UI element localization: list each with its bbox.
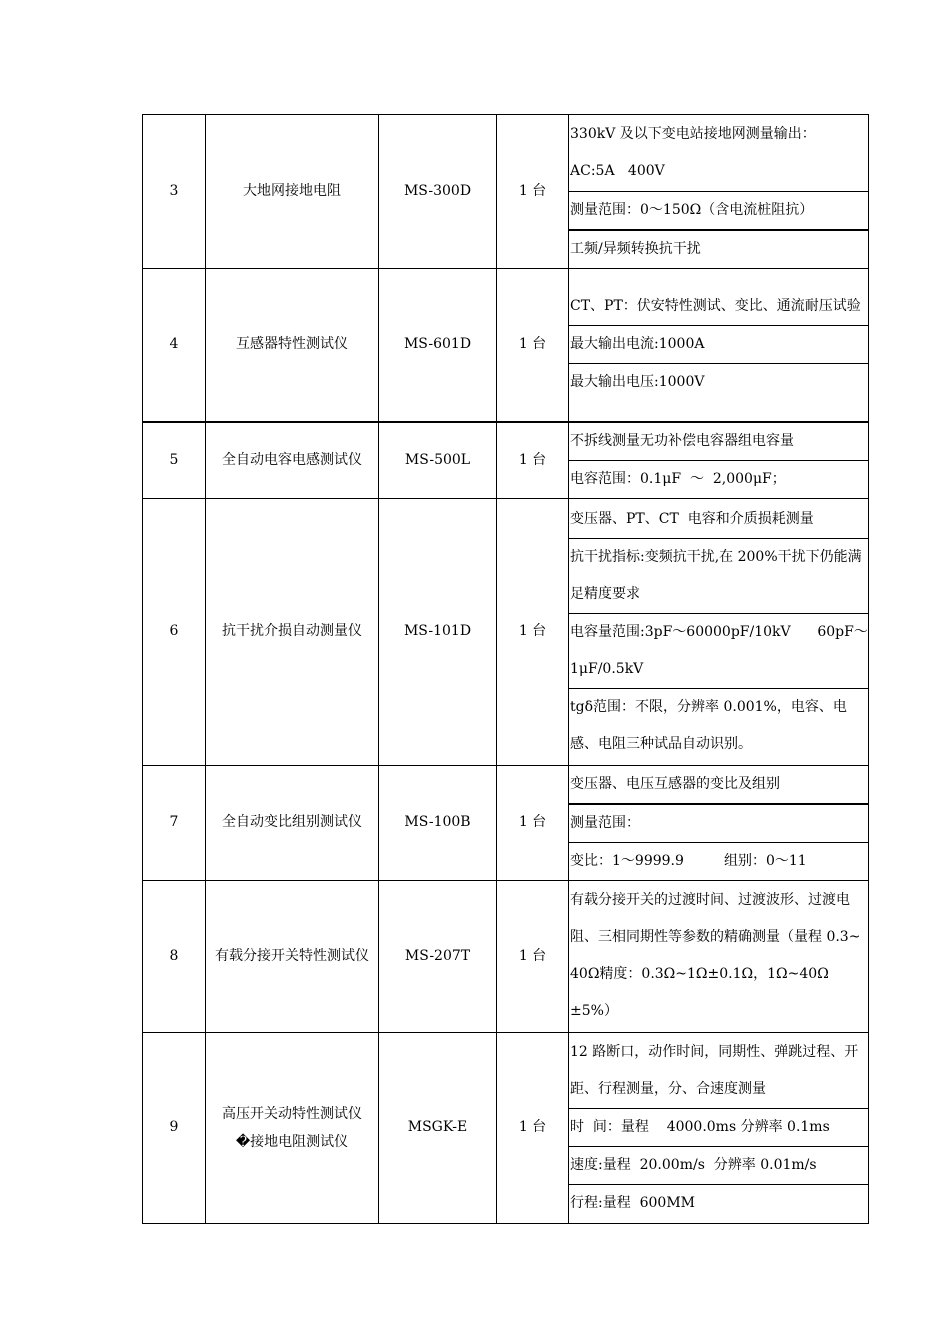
table-row (143, 498, 869, 765)
spec-cell (569, 498, 869, 765)
row-number: 6 (143, 498, 206, 765)
spec-line: 变压器、PT、CT 电容和介质损耗测量 (569, 501, 868, 539)
spec-line: 行程:量程 600MM (570, 1194, 696, 1211)
spec-cell (569, 115, 869, 269)
spec-cell (569, 765, 869, 880)
row-number: 8 (143, 880, 206, 1032)
equipment-name: 抗干扰介损自动测量仪 (206, 498, 379, 765)
model-number: MSGK-E (379, 1032, 497, 1223)
spec-line: 12 路断口，动作时间，同期性、弹跳过程、开距、行程测量，分、合速度测量 (569, 1034, 868, 1109)
row-number: 3 (143, 115, 206, 269)
spec-line: CT、PT：伏安特性测试、变比、通流耐压试验 (569, 288, 868, 326)
spec-line: 时 间：量程 4000.0ms 分辨率 0.1ms (569, 1109, 868, 1147)
spec-line: 工频/异频转换抗干扰 (570, 240, 701, 257)
model-number: MS-207T (379, 880, 497, 1032)
table-row (143, 880, 869, 1032)
spec-cell (569, 422, 869, 499)
quantity: 1 台 (497, 765, 569, 880)
spec-cell (569, 880, 869, 1032)
equipment-name: 全自动变比组别测试仪 (206, 765, 379, 880)
row-number: 9 (143, 1032, 206, 1223)
equipment-name: 互感器特性测试仪 (206, 269, 379, 422)
spec-line: 电容范围：0.1μF ～ 2,000μF； (570, 470, 786, 487)
model-number: MS-601D (379, 269, 497, 422)
quantity: 1 台 (497, 880, 569, 1032)
spec-line: 电容量范围:3pF～60000pF/10kV 60pF～1μF/0.5kV (569, 614, 868, 689)
quantity: 1 台 (497, 115, 569, 269)
model-number: MS-300D (379, 115, 497, 269)
spec-line: 最大输出电压:1000V (570, 374, 705, 391)
equipment-spec-table (142, 114, 869, 1224)
equipment-name: 高压开关动特性测试仪 �接地电阻测试仪 (206, 1032, 379, 1223)
spec-line: 最大输出电流:1000A (569, 326, 868, 364)
equipment-name: 有载分接开关特性测试仪 (206, 880, 379, 1032)
spec-line: tgδ范围：不限，分辨率 0.001%，电容、电感、电阻三种试品自动识别。 (570, 698, 847, 752)
spec-line: 有载分接开关的过渡时间、过渡波形、过渡电阻、三相同期性等参数的精确测量（量程 0.3~40Ω精度：0.3Ω~1Ω±0.1Ω，1Ω~40Ω±5%） (570, 892, 861, 1019)
spec-line: 330kV 及以下变电站接地网测量输出： (570, 125, 816, 142)
equipment-name: 大地网接地电阻 (206, 115, 379, 269)
quantity: 1 台 (497, 269, 569, 422)
table-row (143, 422, 869, 499)
spec-line: 测量范围： (569, 805, 868, 843)
spec-line: 测量范围：0～150Ω（含电流桩阻抗） (569, 191, 868, 231)
model-number: MS-100B (379, 765, 497, 880)
spec-line: 抗干扰指标:变频抗干扰,在 200%干扰下仍能满足精度要求 (569, 539, 868, 614)
equipment-name: 全自动电容电感测试仪 (206, 422, 379, 499)
quantity: 1 台 (497, 1032, 569, 1223)
model-number: MS-101D (379, 498, 497, 765)
row-number: 7 (143, 765, 206, 880)
spec-cell (569, 269, 869, 422)
quantity: 1 台 (497, 422, 569, 499)
spec-line: 速度:量程 20.00m/s 分辨率 0.01m/s (569, 1147, 868, 1185)
quantity: 1 台 (497, 498, 569, 765)
table-row (143, 115, 869, 269)
spec-line: AC:5A 400V (570, 162, 665, 179)
table-row (143, 1032, 869, 1223)
table-row (143, 765, 869, 880)
table-row (143, 269, 869, 422)
spec-line: 变压器、电压互感器的变比及组别 (569, 766, 868, 805)
spec-line: 变比：1～9999.9 组别：0～11 (570, 852, 807, 869)
model-number: MS-500L (379, 422, 497, 499)
row-number: 5 (143, 422, 206, 499)
row-number: 4 (143, 269, 206, 422)
spec-cell (569, 1032, 869, 1223)
spec-line: 不拆线测量无功补偿电容器组电容量 (569, 423, 868, 461)
